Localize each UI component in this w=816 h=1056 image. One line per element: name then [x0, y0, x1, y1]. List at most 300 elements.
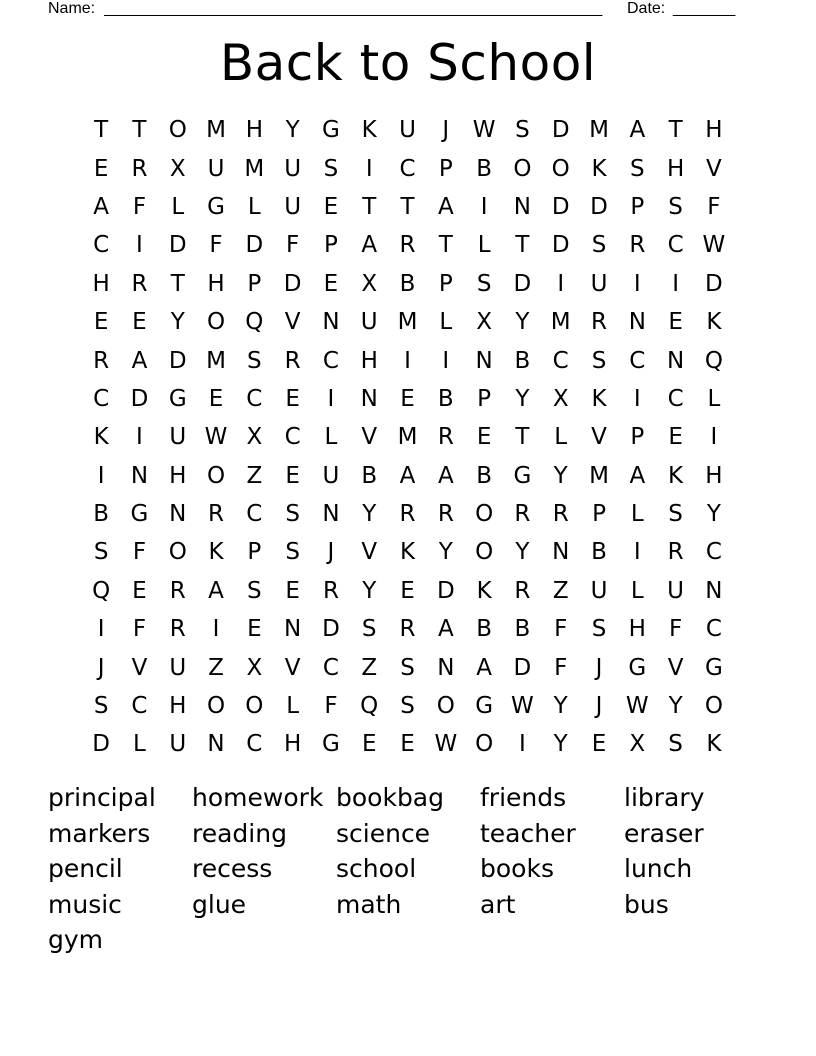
grid-letter: C — [629, 347, 646, 374]
grid-letter: S — [400, 654, 415, 681]
grid-row — [82, 725, 733, 763]
grid-letter: D — [551, 193, 570, 220]
word-bank-item: lunch — [624, 854, 693, 884]
grid-letter: J — [97, 654, 105, 681]
grid-letter: I — [672, 270, 679, 297]
grid-letter: K — [668, 462, 684, 489]
grid-letter: I — [136, 424, 143, 451]
grid-letter: D — [705, 270, 723, 297]
grid-letter: C — [246, 385, 263, 412]
grid-letter: N — [705, 577, 723, 604]
grid-letter: N — [628, 309, 646, 336]
grid-letter: F — [132, 539, 147, 566]
grid-letter: R — [93, 347, 110, 374]
word-bank-item: teacher — [480, 818, 576, 848]
grid-letter: F — [554, 616, 568, 643]
grid-letter: V — [667, 654, 684, 681]
grid-letter: K — [591, 155, 607, 182]
grid-letter: P — [592, 501, 606, 528]
grid-letter: S — [247, 577, 262, 604]
grid-letter: E — [132, 577, 147, 604]
grid-letter: B — [361, 462, 378, 489]
grid-letter: S — [668, 731, 683, 758]
word-bank-item: principal — [48, 783, 156, 812]
grid-letter: H — [283, 731, 302, 758]
grid-letter: T — [668, 117, 683, 144]
grid-letter: O — [475, 539, 494, 566]
grid-letter: H — [360, 347, 378, 374]
grid-letter: M — [397, 309, 418, 336]
grid-letter: C — [246, 731, 263, 758]
grid-letter: L — [247, 193, 261, 220]
grid-letter: Q — [360, 693, 379, 720]
grid-letter: O — [245, 693, 264, 720]
grid-letter: I — [519, 731, 526, 758]
page-title: Back to School — [219, 34, 597, 92]
grid-letter: D — [245, 232, 264, 259]
grid-letter: B — [399, 270, 416, 297]
grid-letter: M — [589, 117, 609, 144]
grid-letter: B — [476, 462, 492, 489]
grid-letter: M — [550, 309, 571, 336]
grid-letter: T — [362, 193, 377, 220]
grid-letter: S — [515, 117, 530, 144]
grid-letter: X — [169, 155, 186, 182]
grid-letter: B — [476, 155, 492, 182]
grid-letter: E — [93, 309, 109, 336]
grid-letter: L — [630, 577, 644, 604]
grid-letter: P — [438, 155, 453, 182]
grid-letter: O — [206, 693, 226, 720]
grid-letter: P — [438, 270, 453, 297]
grid-letter: E — [323, 270, 339, 297]
grid-letter: H — [92, 270, 110, 297]
grid-row — [82, 265, 733, 303]
grid-letter: Z — [552, 577, 569, 604]
grid-letter: J — [327, 539, 335, 566]
grid-letter: M — [397, 424, 418, 451]
grid-row — [82, 495, 733, 533]
grid-letter: J — [595, 693, 603, 720]
grid-letter: S — [476, 270, 492, 297]
grid-letter: R — [437, 501, 454, 528]
word-bank-item: gym — [48, 925, 104, 955]
grid-letter: U — [590, 270, 608, 297]
grid-row — [82, 149, 733, 187]
grid-letter: H — [245, 117, 263, 144]
grid-letter: Y — [515, 385, 530, 412]
grid-letter: D — [551, 232, 570, 259]
grid-letter: S — [323, 155, 339, 182]
grid-letter: G — [513, 462, 532, 489]
grid-letter: S — [668, 501, 683, 528]
grid-row — [82, 572, 733, 610]
grid-letter: C — [322, 347, 339, 374]
grid-letter: L — [630, 501, 644, 528]
grid-row — [82, 648, 733, 686]
grid-letter: V — [284, 309, 301, 336]
grid-letter: F — [554, 654, 568, 681]
grid-letter: P — [247, 270, 262, 297]
word-bank — [48, 780, 768, 958]
grid-letter: V — [361, 424, 378, 451]
grid-letter: G — [704, 654, 723, 681]
grid-letter: C — [667, 385, 684, 412]
grid-letter: A — [208, 577, 224, 604]
grid-letter: Y — [285, 117, 300, 144]
grid-letter: S — [285, 539, 300, 566]
grid-letter: A — [437, 616, 454, 643]
grid-letter: B — [591, 539, 607, 566]
grid-letter: D — [436, 577, 455, 604]
word-bank-item: recess — [192, 854, 273, 884]
grid-letter: D — [168, 232, 187, 259]
grid-letter: I — [442, 347, 450, 374]
word-bank-item: math — [336, 889, 402, 919]
grid-letter: Y — [170, 309, 185, 336]
grid-letter: R — [208, 501, 225, 528]
grid-row — [82, 687, 733, 725]
grid-letter: K — [361, 117, 377, 144]
grid-letter: S — [361, 616, 377, 643]
grid-letter: Y — [438, 539, 453, 566]
grid-letter: M — [589, 462, 609, 489]
grid-letter: E — [400, 577, 415, 604]
grid-letter: W — [511, 693, 534, 720]
grid-letter: X — [361, 270, 378, 297]
word-bank-item: glue — [192, 889, 247, 919]
grid-letter: I — [480, 193, 488, 220]
grid-letter: M — [244, 155, 265, 182]
grid-letter: O — [551, 155, 570, 182]
grid-letter: I — [327, 385, 335, 412]
worksheet-header — [48, 0, 748, 22]
grid-letter: I — [633, 539, 641, 566]
grid-letter: E — [361, 731, 377, 758]
grid-letter: T — [515, 232, 530, 259]
grid-letter: K — [591, 385, 607, 412]
grid-letter: H — [169, 462, 187, 489]
grid-letter: A — [131, 347, 148, 374]
grid-letter: D — [168, 347, 187, 374]
grid-letter: U — [169, 654, 187, 681]
grid-letter: K — [93, 424, 109, 451]
grid-letter: F — [707, 193, 721, 220]
grid-letter: C — [705, 539, 722, 566]
grid-letter: P — [630, 424, 645, 451]
word-bank-item: science — [336, 818, 431, 848]
grid-letter: D — [590, 193, 608, 220]
grid-letter: L — [324, 424, 338, 451]
grid-letter: E — [400, 731, 415, 758]
grid-letter: D — [130, 385, 149, 412]
grid-letter: N — [360, 385, 378, 412]
grid-letter: R — [169, 577, 186, 604]
grid-letter: A — [93, 193, 110, 220]
grid-letter: R — [169, 616, 186, 643]
word-bank-item: homework — [192, 783, 324, 812]
grid-letter: V — [284, 654, 301, 681]
grid-letter: R — [322, 577, 339, 604]
grid-letter: D — [322, 616, 340, 643]
grid-letter: S — [591, 616, 607, 643]
grid-letter: O — [436, 693, 455, 720]
word-bank-item: friends — [480, 783, 567, 812]
grid-letter: D — [513, 270, 532, 297]
grid-letter: F — [668, 616, 683, 643]
grid-letter: W — [434, 731, 458, 758]
grid-letter: C — [93, 232, 110, 259]
grid-letter: S — [630, 155, 645, 182]
grid-letter: T — [438, 232, 453, 259]
grid-letter: T — [170, 270, 185, 297]
grid-letter: N — [513, 193, 532, 220]
grid-letter: H — [207, 270, 225, 297]
grid-letter: O — [206, 462, 226, 489]
grid-row — [82, 380, 733, 418]
grid-letter: U — [399, 117, 416, 144]
grid-letter: S — [668, 193, 683, 220]
grid-row — [82, 341, 733, 379]
grid-letter: H — [666, 155, 685, 182]
grid-letter: E — [285, 462, 300, 489]
grid-letter: P — [477, 385, 492, 412]
grid-letter: W — [472, 117, 496, 144]
grid-letter: N — [130, 462, 149, 489]
grid-letter: O — [704, 693, 723, 720]
grid-letter: I — [710, 424, 718, 451]
grid-letter: E — [400, 385, 415, 412]
grid-letter: C — [284, 424, 301, 451]
grid-letter: E — [668, 424, 683, 451]
grid-letter: Y — [706, 501, 721, 528]
grid-letter: R — [131, 155, 148, 182]
grid-letter: E — [208, 385, 224, 412]
grid-letter: L — [439, 309, 453, 336]
grid-letter: O — [168, 539, 187, 566]
grid-letter: F — [286, 232, 300, 259]
grid-letter: N — [666, 347, 685, 374]
grid-letter: I — [557, 270, 565, 297]
grid-letter: V — [591, 424, 607, 451]
grid-letter: L — [477, 232, 491, 259]
grid-letter: U — [590, 577, 608, 604]
grid-letter: U — [322, 462, 340, 489]
grid-letter: G — [322, 117, 340, 144]
word-bank-item: markers — [48, 818, 151, 848]
grid-letter: L — [554, 424, 568, 451]
grid-letter: Y — [362, 577, 377, 604]
grid-letter: K — [706, 309, 722, 336]
grid-letter: N — [475, 347, 493, 374]
word-bank-item: art — [480, 889, 516, 919]
grid-letter: X — [246, 424, 263, 451]
grid-letter: K — [399, 539, 416, 566]
grid-letter: G — [207, 193, 225, 220]
grid-letter: T — [400, 193, 415, 220]
grid-row — [82, 457, 733, 495]
grid-row — [82, 188, 733, 226]
grid-letter: L — [133, 731, 146, 758]
grid-letter: S — [591, 347, 607, 374]
grid-letter: I — [212, 616, 220, 643]
grid-letter: C — [131, 693, 148, 720]
grid-letter: G — [322, 731, 340, 758]
grid-letter: Y — [553, 693, 568, 720]
grid-letter: S — [400, 693, 415, 720]
grid-letter: S — [93, 693, 109, 720]
grid-letter: F — [132, 193, 147, 220]
grid-letter: D — [551, 117, 570, 144]
grid-letter: G — [130, 501, 149, 528]
grid-letter: R — [629, 232, 646, 259]
grid-letter: A — [361, 232, 378, 259]
grid-letter: Q — [704, 347, 723, 374]
grid-letter: R — [667, 539, 684, 566]
grid-letter: V — [706, 155, 722, 182]
grid-letter: G — [628, 654, 647, 681]
grid-letter: Z — [361, 654, 378, 681]
grid-letter: R — [552, 501, 569, 528]
grid-letter: X — [246, 654, 263, 681]
grid-letter: R — [514, 501, 531, 528]
grid-letter: H — [705, 462, 723, 489]
grid-letter: R — [284, 347, 301, 374]
grid-letter: E — [285, 577, 300, 604]
grid-letter: L — [286, 693, 300, 720]
grid-letter: S — [285, 501, 300, 528]
grid-letter: Z — [208, 654, 224, 681]
grid-letter: Y — [553, 462, 568, 489]
word-bank-item: books — [480, 854, 554, 884]
grid-letter: O — [168, 117, 187, 144]
grid-letter: Y — [515, 539, 530, 566]
grid-letter: O — [475, 731, 494, 758]
grid-letter: F — [132, 616, 147, 643]
grid-letter: M — [206, 117, 226, 144]
word-bank-item: pencil — [48, 854, 123, 884]
grid-letter: A — [476, 654, 492, 681]
grid-letter: U — [207, 155, 225, 182]
grid-letter: W — [204, 424, 228, 451]
grid-letter: D — [513, 654, 532, 681]
grid-letter: I — [633, 385, 641, 412]
name-label: Name: — [48, 0, 96, 17]
grid-letter: R — [591, 309, 607, 336]
grid-letter: E — [323, 193, 339, 220]
grid-letter: F — [209, 232, 223, 259]
grid-letter: C — [399, 155, 416, 182]
grid-letter: S — [93, 539, 109, 566]
word-bank-item: eraser — [624, 818, 704, 848]
grid-letter: P — [323, 232, 338, 259]
grid-letter: B — [476, 616, 492, 643]
grid-letter: V — [361, 539, 378, 566]
grid-letter: L — [707, 385, 721, 412]
grid-letter: I — [136, 232, 143, 259]
grid-letter: Y — [362, 501, 377, 528]
grid-letter: U — [284, 155, 302, 182]
word-bank-item: bus — [624, 889, 669, 919]
grid-letter: B — [514, 616, 531, 643]
name-blank-line: ________________________________________________________ — [104, 0, 603, 17]
grid-letter: B — [514, 347, 531, 374]
grid-letter: I — [97, 616, 105, 643]
grid-letter: E — [93, 155, 109, 182]
grid-letter: Y — [668, 693, 683, 720]
grid-letter: L — [171, 193, 185, 220]
grid-letter: E — [247, 616, 262, 643]
grid-letter: W — [702, 232, 726, 259]
grid-letter: N — [207, 731, 225, 758]
grid-row — [82, 226, 733, 264]
grid-letter: M — [206, 347, 226, 374]
grid-letter: B — [437, 385, 454, 412]
grid-letter: H — [705, 117, 723, 144]
grid-row — [82, 418, 733, 456]
grid-letter: N — [322, 501, 340, 528]
grid-letter: E — [132, 309, 147, 336]
grid-letter: N — [284, 616, 302, 643]
grid-letter: N — [437, 654, 455, 681]
letter-grid — [82, 111, 733, 764]
grid-letter: Q — [245, 309, 264, 336]
word-bank-item: library — [624, 783, 705, 812]
grid-letter: I — [633, 270, 641, 297]
grid-letter: C — [552, 347, 569, 374]
grid-letter: N — [169, 501, 187, 528]
grid-letter: G — [168, 385, 187, 412]
grid-row — [82, 303, 733, 341]
grid-letter: A — [629, 117, 646, 144]
grid-letter: J — [595, 654, 603, 681]
grid-letter: C — [246, 501, 263, 528]
word-bank-item: school — [336, 854, 417, 884]
grid-letter: J — [442, 117, 450, 144]
date-blank-line: _______ — [673, 0, 736, 17]
grid-letter: A — [437, 462, 454, 489]
grid-letter: A — [629, 462, 646, 489]
grid-row — [82, 111, 733, 149]
grid-letter: X — [552, 385, 569, 412]
grid-letter: O — [513, 155, 532, 182]
grid-letter: T — [94, 117, 109, 144]
grid-letter: D — [92, 731, 110, 758]
grid-letter: R — [399, 616, 416, 643]
grid-letter: W — [625, 693, 649, 720]
grid-letter: A — [437, 193, 454, 220]
word-bank-item: reading — [192, 818, 287, 848]
grid-letter: F — [324, 693, 338, 720]
grid-letter: C — [93, 385, 110, 412]
grid-letter: O — [206, 309, 226, 336]
grid-letter: P — [247, 539, 262, 566]
grid-letter: U — [360, 309, 378, 336]
grid-letter: S — [591, 232, 607, 259]
grid-letter: C — [705, 616, 722, 643]
word-bank-item: bookbag — [336, 783, 444, 812]
grid-letter: I — [97, 462, 105, 489]
grid-row — [82, 610, 733, 648]
grid-letter: E — [476, 424, 492, 451]
grid-letter: R — [399, 501, 416, 528]
grid-letter: U — [169, 424, 187, 451]
grid-letter: Z — [246, 462, 263, 489]
grid-letter: R — [131, 270, 148, 297]
grid-letter: R — [437, 424, 454, 451]
grid-letter: E — [591, 731, 607, 758]
grid-letter: S — [247, 347, 262, 374]
